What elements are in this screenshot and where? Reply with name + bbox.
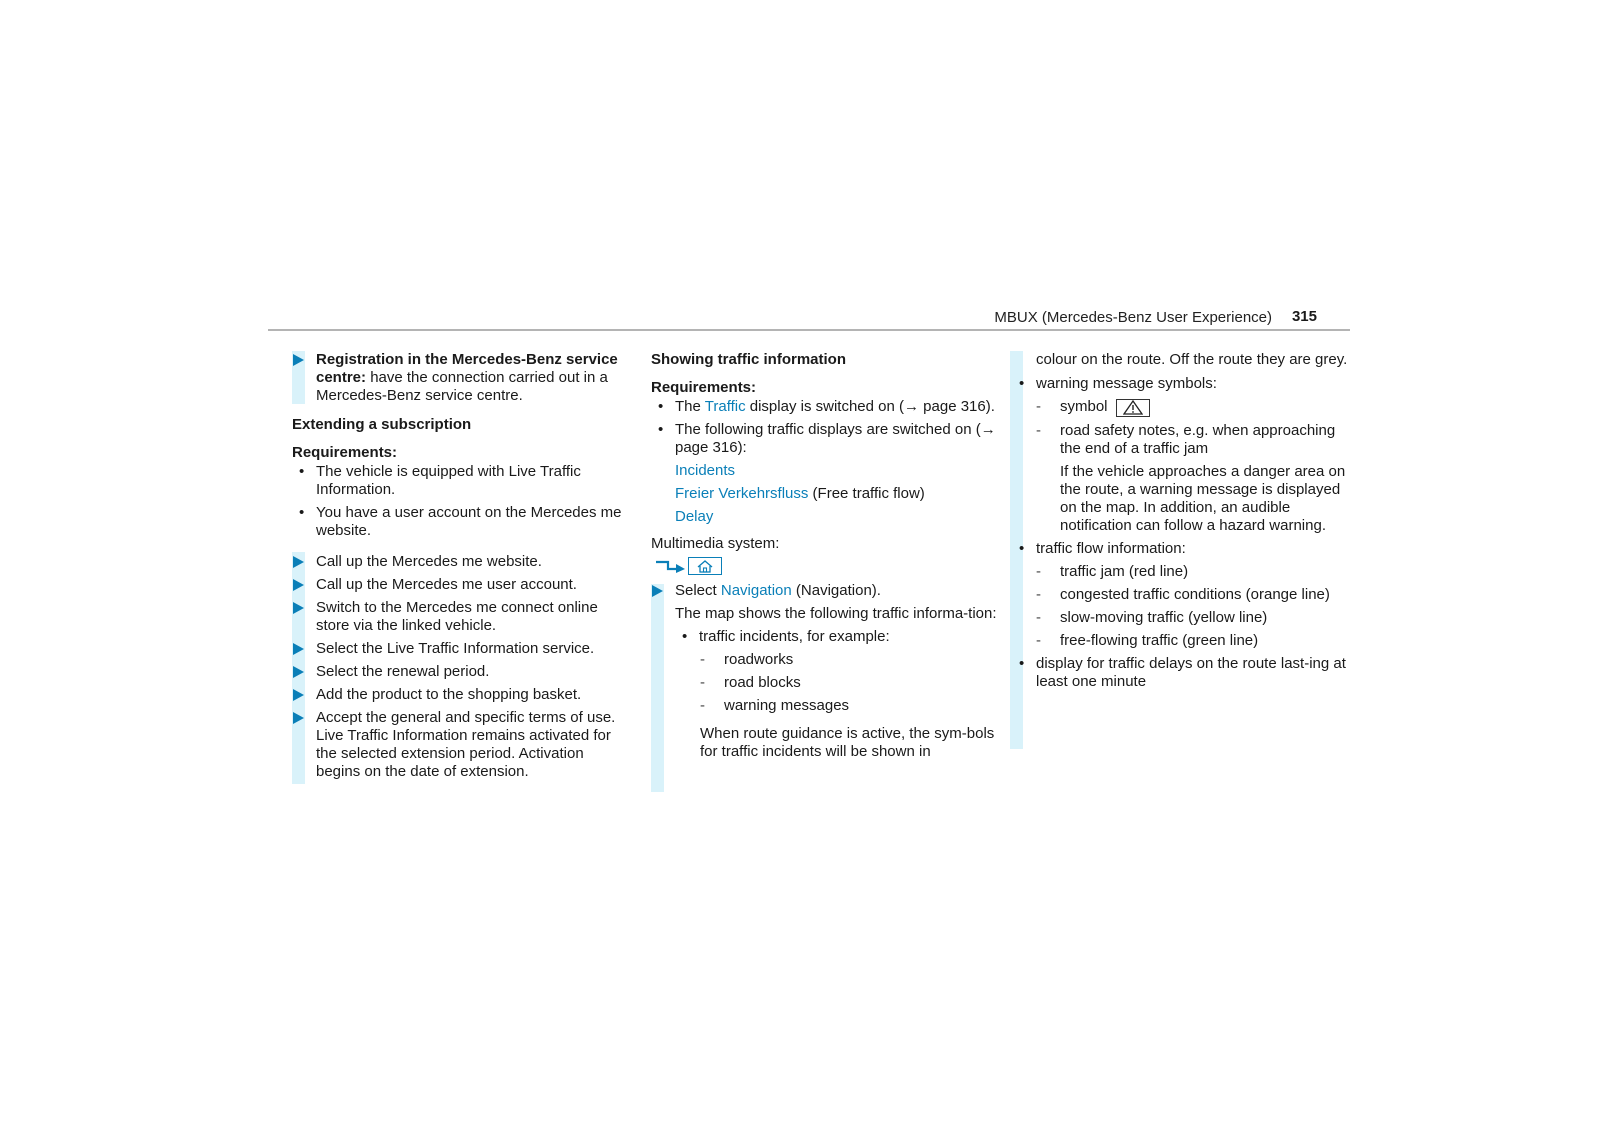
step-item: Accept the general and specific terms of use. Live Traffic Information remains activated for the selected extension period. Activation begins on the date of extension.	[292, 709, 632, 781]
bullet-icon: •	[658, 398, 664, 415]
multimedia-label: Multimedia system:	[651, 535, 780, 552]
registration-step	[292, 351, 632, 405]
step-arrow-icon	[293, 643, 304, 655]
requirement-item: • The vehicle is equipped with Live Traffic Information.	[299, 463, 581, 498]
step-item: Select the renewal period.	[292, 663, 632, 681]
requirement-item: • You have a user account on the Mercedes me website.	[299, 504, 622, 539]
bullet-icon: •	[299, 463, 305, 480]
delays-bullet: • display for traffic delays on the route last-ing at least one minute	[1019, 654, 1346, 690]
step-item: Add the product to the shopping basket.	[292, 686, 632, 704]
registration-text: have the connection carried out in a Mercedes-Benz service centre.	[316, 369, 608, 404]
step-arrow-icon	[293, 666, 304, 678]
column-2	[651, 351, 1007, 761]
requirement-item: • The following traffic displays are switched on (→ page 316):	[658, 421, 996, 456]
delay-link[interactable]: Delay	[675, 508, 714, 525]
running-header-title: MBUX (Mercedes-Benz User Experience)	[994, 309, 1272, 326]
flow-item: - traffic jam (red line)	[1036, 562, 1189, 580]
step-arrow-icon	[652, 585, 663, 597]
column-3	[1019, 351, 1354, 696]
bullet-icon: •	[1019, 375, 1025, 392]
registration-bold: Registration in the Mercedes-Benz service centre:	[316, 351, 618, 386]
step-arrow-icon	[293, 579, 304, 591]
traffic-link[interactable]: Traffic	[704, 398, 746, 415]
incidents-bullet: • traffic incidents, for example:	[682, 628, 890, 645]
free-traffic-flow-link[interactable]: Freier Verkehrsfluss	[675, 485, 809, 502]
warning-symbol-box	[1116, 399, 1150, 417]
flow-item: - free-flowing traffic (green line)	[1036, 631, 1259, 649]
nav-path-arrow-icon	[656, 559, 686, 573]
page-number: 315	[1291, 308, 1317, 325]
step-arrow-icon	[293, 712, 304, 724]
symbol-item: - symbol	[1036, 398, 1354, 417]
nav-path	[656, 556, 1007, 576]
step-arrow-icon	[293, 556, 304, 568]
bullet-icon: •	[1019, 539, 1025, 557]
section-heading-traffic: Showing traffic information	[651, 351, 846, 368]
home-button[interactable]	[688, 557, 722, 575]
step-item: Call up the Mercedes me website.	[292, 553, 632, 571]
flow-item: - congested traffic conditions (orange line)	[1036, 585, 1330, 603]
column-1	[292, 351, 632, 786]
danger-note: If the vehicle approaches a danger area on the route, a warning message is displayed on the map. In addition, an audible notification can follow a hazard warning.	[1060, 462, 1346, 534]
step-arrow-icon	[293, 602, 304, 614]
display-option	[651, 462, 1007, 480]
map-info-text: The map shows the following traffic informa-tion:	[675, 605, 997, 622]
bullet-icon: •	[299, 504, 305, 521]
step-item: Switch to the Mercedes me connect online store via the linked vehicle.	[292, 599, 632, 635]
continuation-text: colour on the route. Off the route they are grey.	[1036, 351, 1348, 368]
incident-item: - warning messages	[700, 697, 850, 714]
display-option: Freier Verkehrsfluss (Free traffic flow)	[675, 485, 925, 502]
step-item: Select the Live Traffic Information service.	[292, 640, 632, 658]
road-safety-item: - road safety notes, e.g. when approaching the end of a traffic jam	[1036, 421, 1336, 457]
guidance-note: When route guidance is active, the sym-bols for traffic incidents will be shown in	[700, 725, 995, 760]
incident-item: - roadworks	[700, 651, 794, 668]
section-heading-extending: Extending a subscription	[292, 416, 472, 433]
step-arrow-icon	[293, 354, 304, 366]
requirements-label: Requirements:	[292, 444, 398, 461]
warning-symbols-bullet: • warning message symbols:	[1019, 375, 1217, 392]
header-rule	[268, 329, 1350, 331]
warning-triangle-icon	[1123, 400, 1143, 415]
requirement-item: • The Traffic display is switched on (→ page 316).	[658, 398, 995, 415]
flow-item: - slow-moving traffic (yellow line)	[1036, 608, 1268, 626]
navigation-link[interactable]: Navigation	[720, 582, 792, 599]
step-item: Call up the Mercedes me user account.	[292, 576, 632, 594]
step-arrow-icon	[293, 689, 304, 701]
requirements-label: Requirements:	[651, 379, 757, 396]
traffic-flow-bullet: • traffic flow information:	[1019, 539, 1186, 557]
bullet-icon: •	[682, 628, 688, 645]
display-option	[651, 508, 1007, 526]
incidents-link[interactable]: Incidents	[675, 462, 736, 479]
select-navigation-step: Select Navigation (Navigation).	[651, 582, 1007, 600]
bullet-icon: •	[658, 421, 664, 438]
bullet-icon: •	[1019, 654, 1025, 672]
home-icon	[697, 560, 713, 573]
incident-item: - road blocks	[700, 674, 801, 691]
